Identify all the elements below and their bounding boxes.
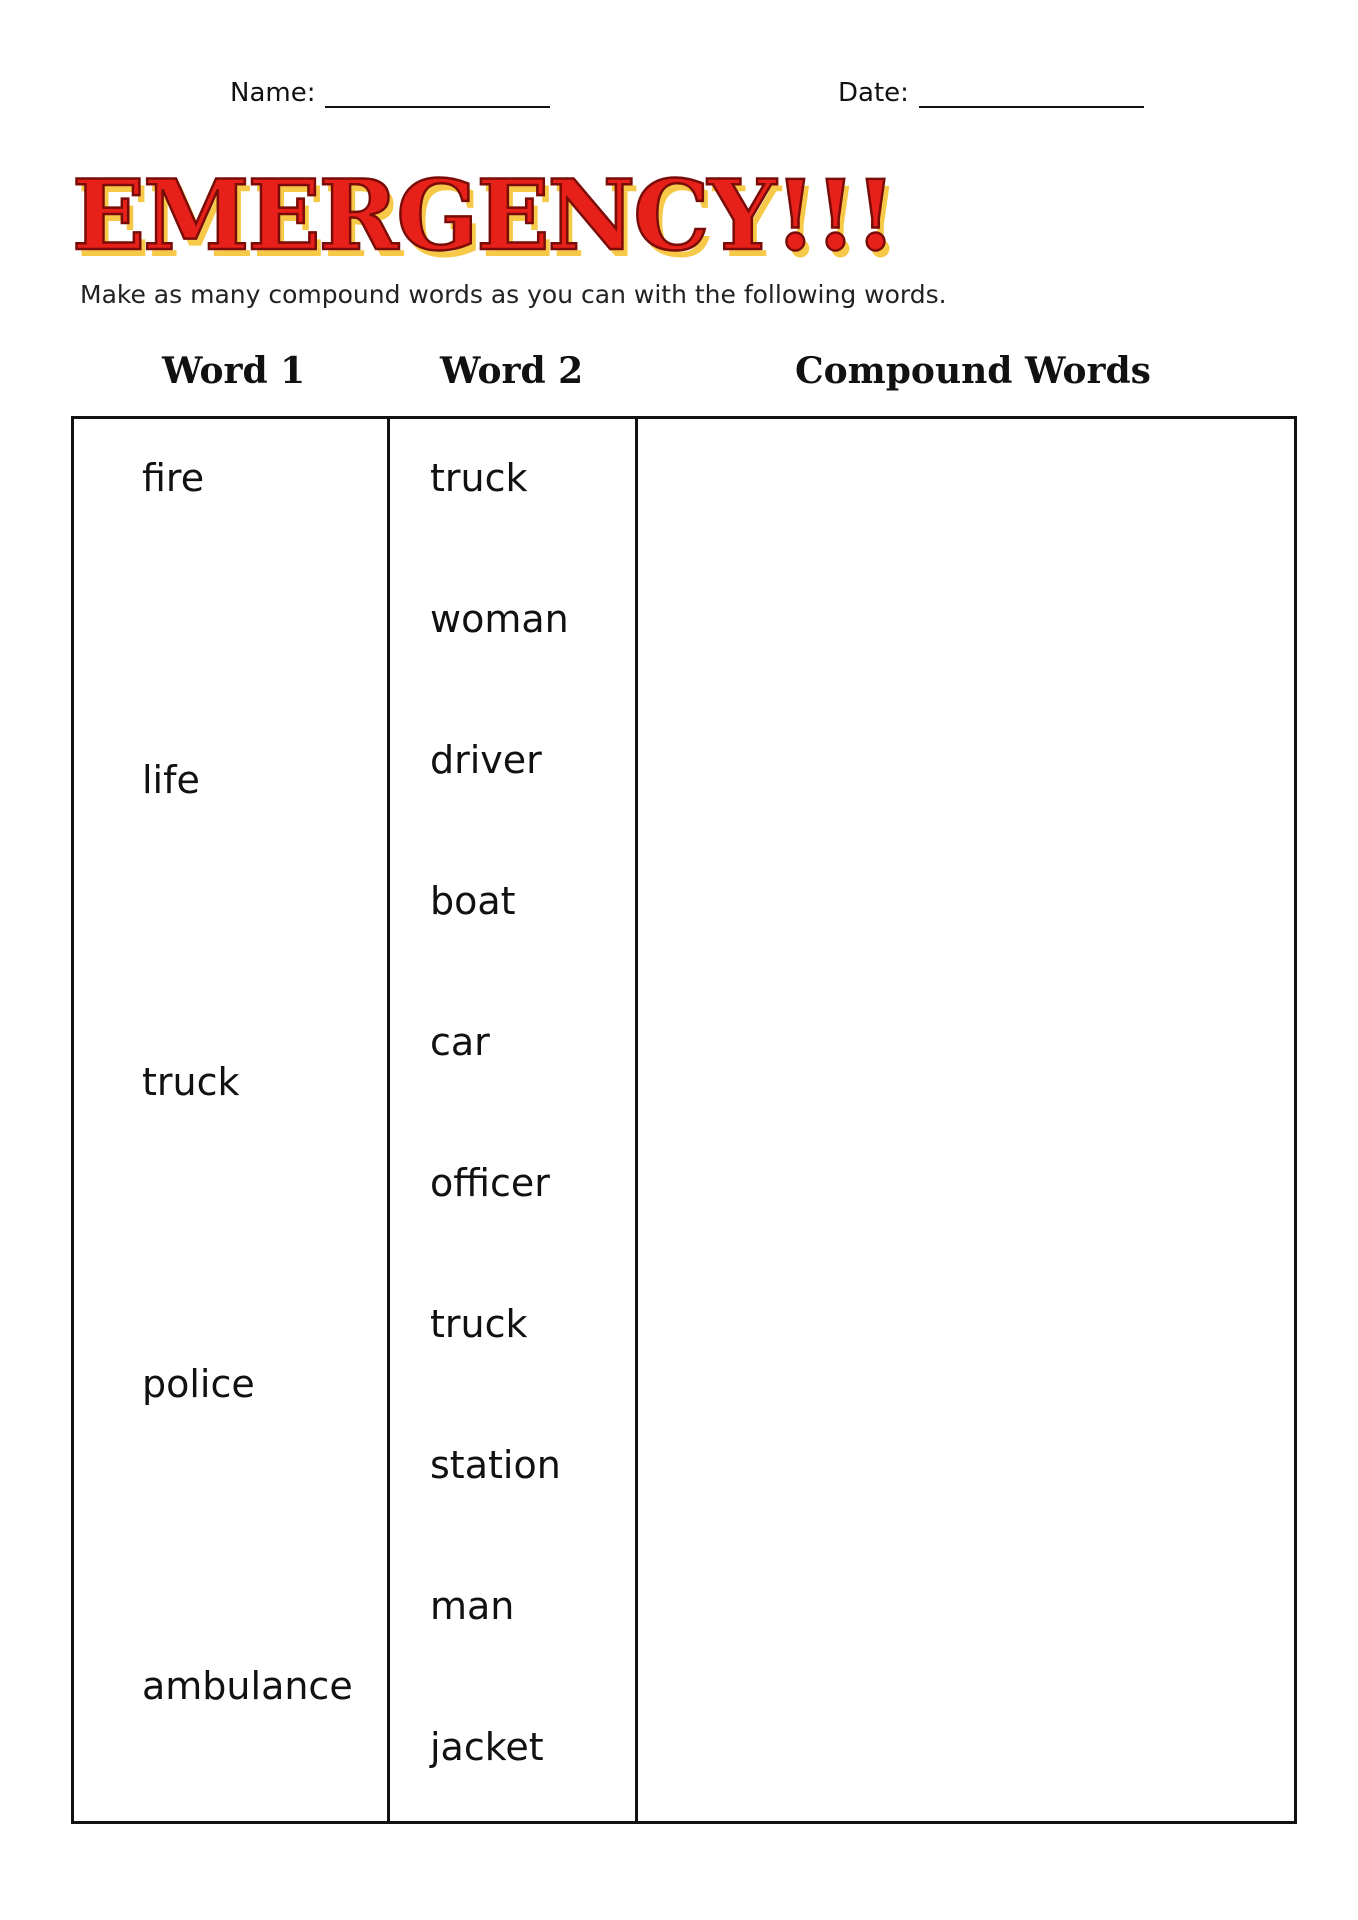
word2-item: boat [430, 879, 516, 923]
column-header-word1: Word 1 [162, 350, 306, 392]
date-label: Date: [838, 78, 909, 108]
word2-item: car [430, 1020, 490, 1064]
date-field [838, 78, 1144, 108]
column-header-word2: Word 2 [440, 350, 584, 392]
word1-item: police [142, 1362, 255, 1406]
word1-item: life [142, 758, 200, 802]
name-field [230, 78, 550, 108]
word2-item: jacket [430, 1725, 544, 1769]
column-header-compound-words: Compound Words [795, 350, 1151, 392]
date-input-line[interactable] [919, 80, 1144, 108]
word2-item: officer [430, 1161, 550, 1205]
word2-item: station [430, 1443, 561, 1487]
name-label: Name: [230, 78, 316, 108]
column-divider [387, 419, 390, 1821]
word2-item: driver [430, 738, 542, 782]
name-input-line[interactable] [325, 80, 550, 108]
word2-item: woman [430, 597, 569, 641]
instructions-text: Make as many compound words as you can with the following words. [80, 280, 947, 309]
worksheet-title: EMERGENCY!!! [72, 159, 895, 272]
word1-item: ambulance [142, 1664, 353, 1708]
word-table [71, 416, 1297, 1824]
word2-item: man [430, 1584, 515, 1628]
word2-item: truck [430, 1302, 528, 1346]
compound-words-answer-area[interactable] [638, 419, 1294, 1821]
word2-item: truck [430, 456, 528, 500]
word1-item: fire [142, 456, 205, 500]
word1-item: truck [142, 1060, 240, 1104]
